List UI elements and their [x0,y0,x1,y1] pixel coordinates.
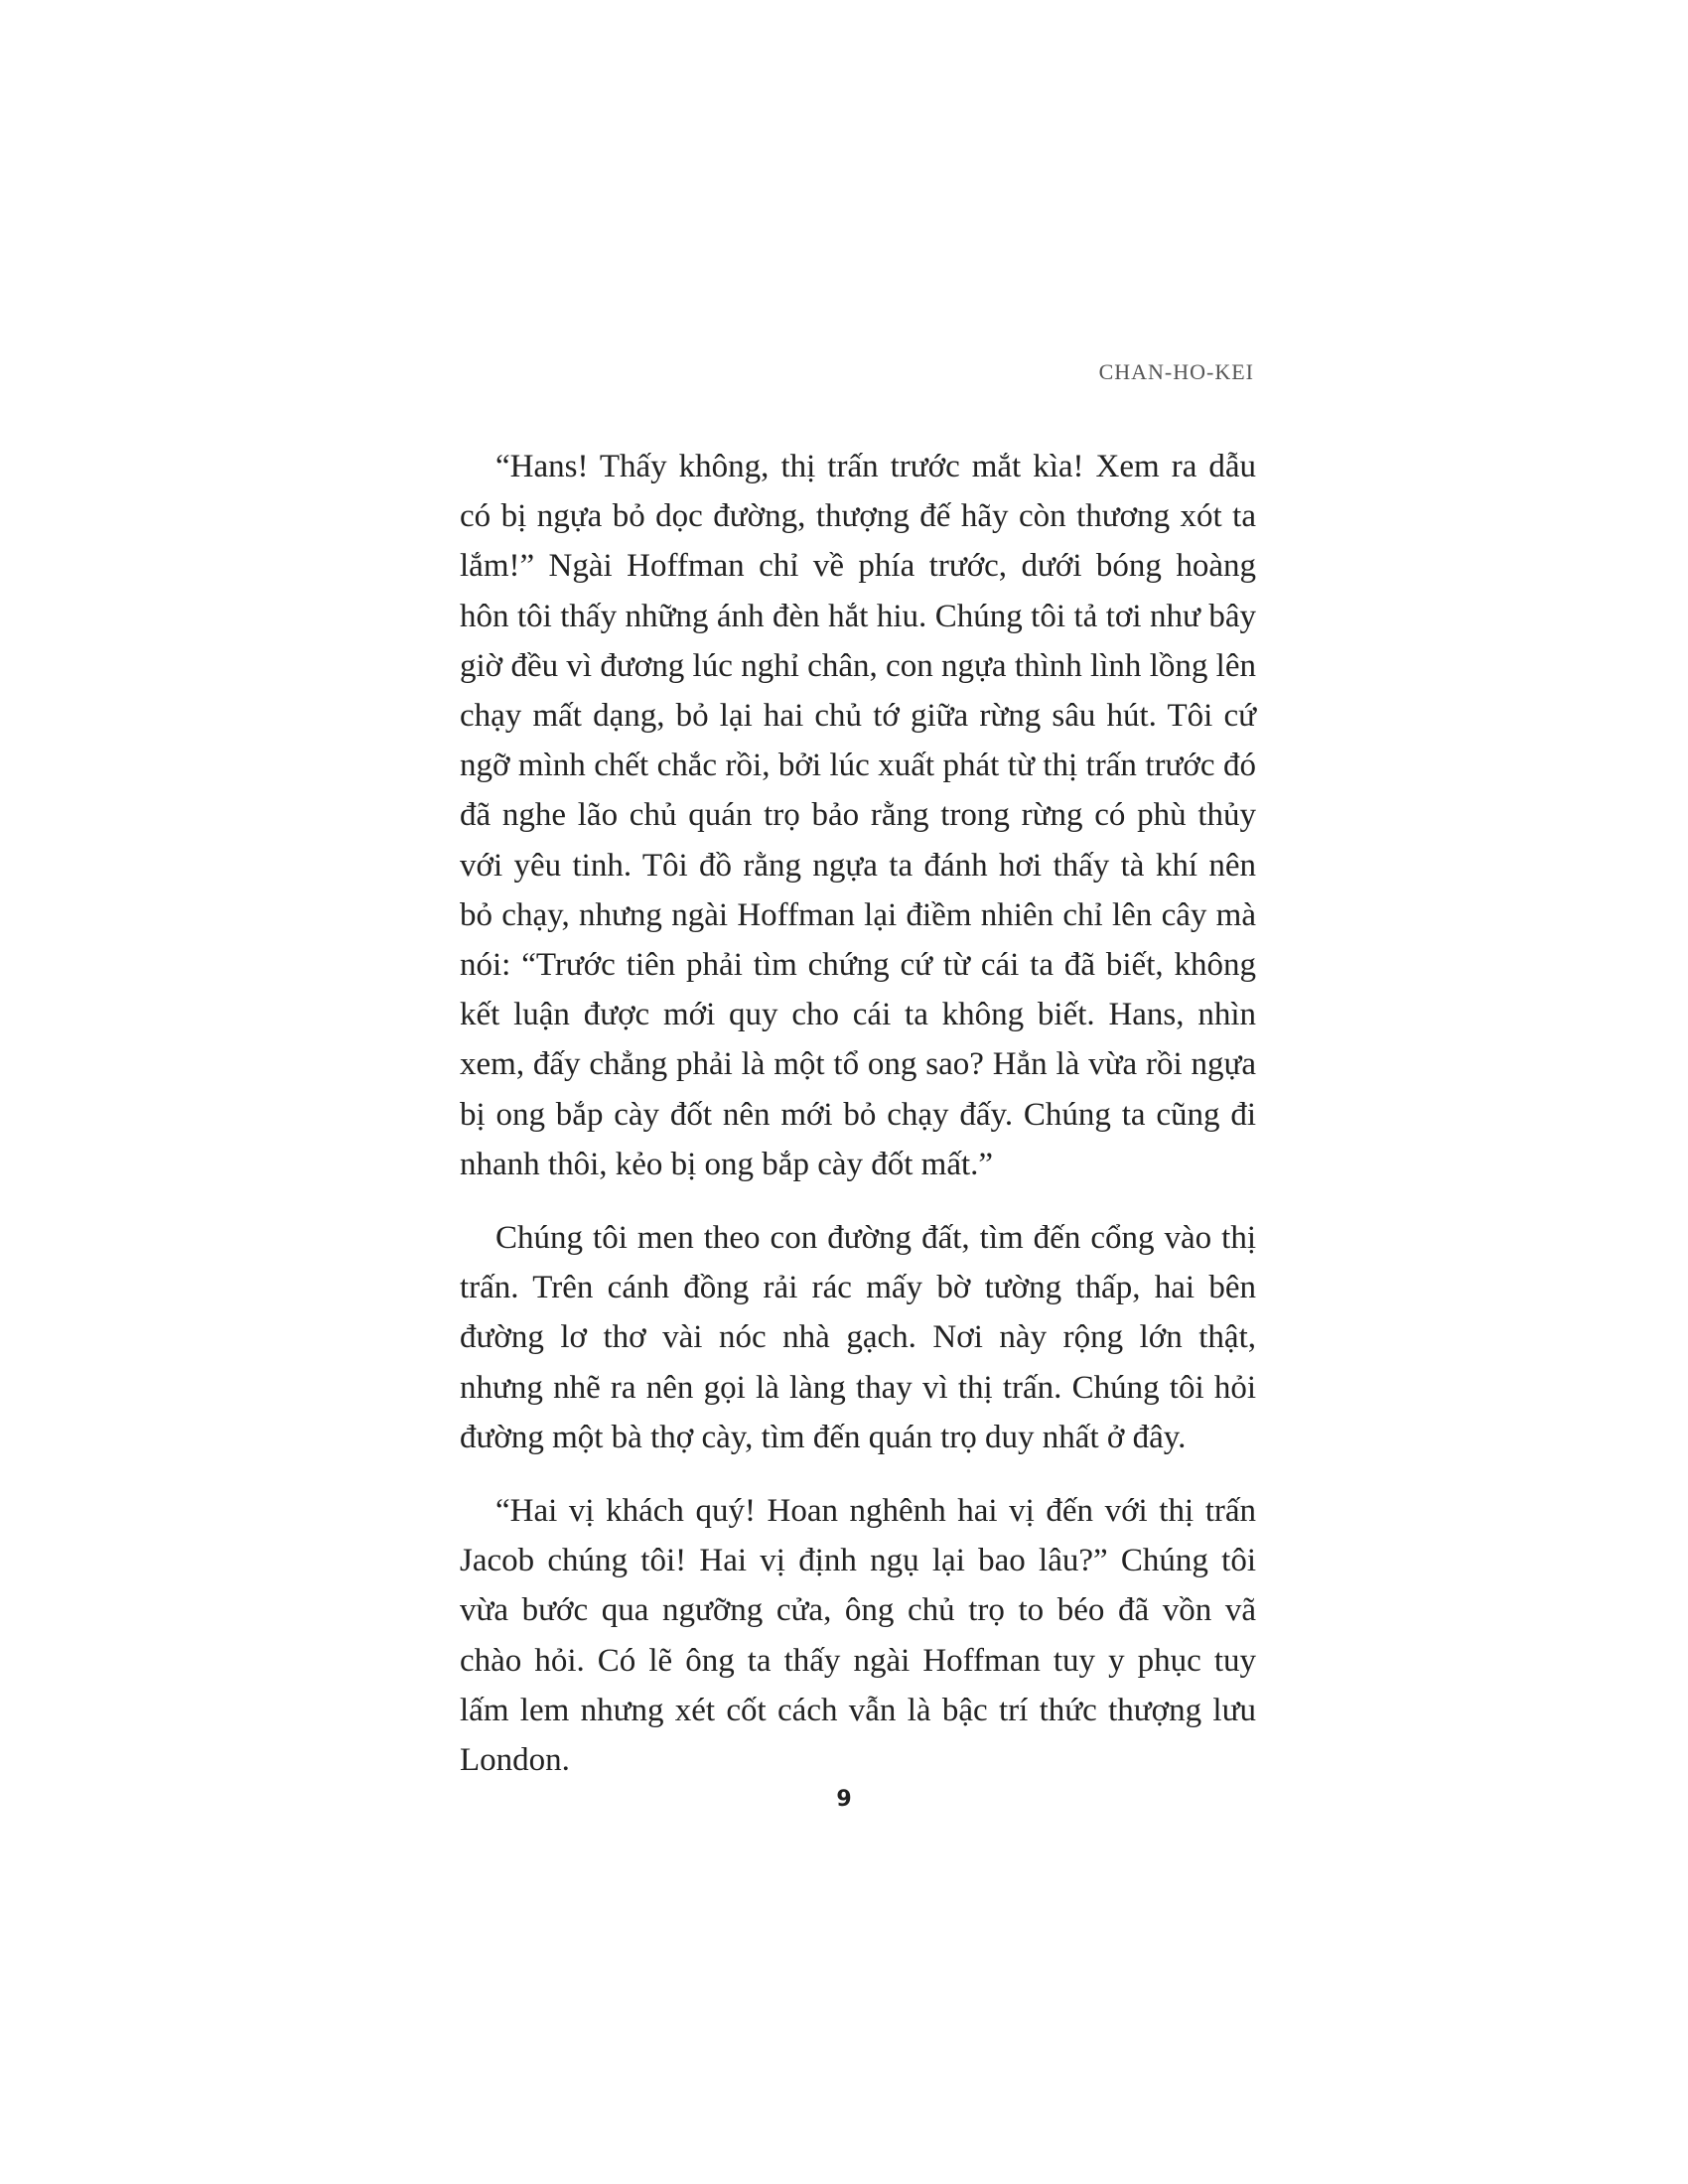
running-header-author: CHAN-HO-KEI [1098,359,1254,384]
paragraph: Chúng tôi men theo con đường đất, tìm đến cổng vào thị trấn. Trên cánh đồng rải rác mấy bờ tường thấp, hai bên đường lơ thơ vài nóc nhà gạch. Nơi này rộng lớn thật, nhưng nhẽ ra nên gọi là làng thay vì thị trấn. Chúng tôi hỏi đường một bà thợ cày, tìm đến quán trọ duy nhất ở đây. [460,1220,1256,1455]
paragraph: “Hai vị khách quý! Hoan nghênh hai vị đến với thị trấn Jacob chúng tôi! Hai vị định ngụ lại bao lâu?” Chúng tôi vừa bước qua ngưỡng cửa, ông chủ trọ to béo đã vồn vã chào hỏi. Có lẽ ông ta thấy ngài Hoffman tuy y phục tuy lấm lem nhưng xét cốt cách vẫn là bậc trí thức thượng lưu London. [460,1493,1256,1779]
body-text [460,442,1256,1809]
paragraph: “Hans! Thấy không, thị trấn trước mắt kìa! Xem ra dẫu có bị ngựa bỏ dọc đường, thượng đế hãy còn thương xót ta lắm!” Ngài Hoffman chỉ về phía trước, dưới bóng hoàng hôn tôi thấy những ánh đèn hắt hiu. Chúng tôi tả tơi như bây giờ đều vì đương lúc nghỉ chân, con ngựa thình lình lồng lên chạy mất dạng, bỏ lại hai chủ tớ giữa rừng sâu hút. Tôi cứ ngỡ mình chết chắc rồi, bởi lúc xuất phát từ thị trấn trước đó đã nghe lão chủ quán trọ bảo rằng trong rừng có phù thủy với yêu tinh. Tôi đồ rằng ngựa ta đánh hơi thấy tà khí nên bỏ chạy, nhưng ngài Hoffman lại điềm nhiên chỉ lên cây mà nói: “Trước tiên phải tìm chứng cứ từ cái ta đã biết, không kết luận được mới quy cho cái ta không biết. Hans, nhìn xem, đấy chẳng phải là một tổ ong sao? Hẳn là vừa rồi ngựa bị ong bắp cày đốt nên mới bỏ chạy đấy. Chúng ta cũng đi nhanh thôi, kẻo bị ong bắp cày đốt mất.” [460,449,1256,1182]
page-number: 9 [836,1787,852,1812]
